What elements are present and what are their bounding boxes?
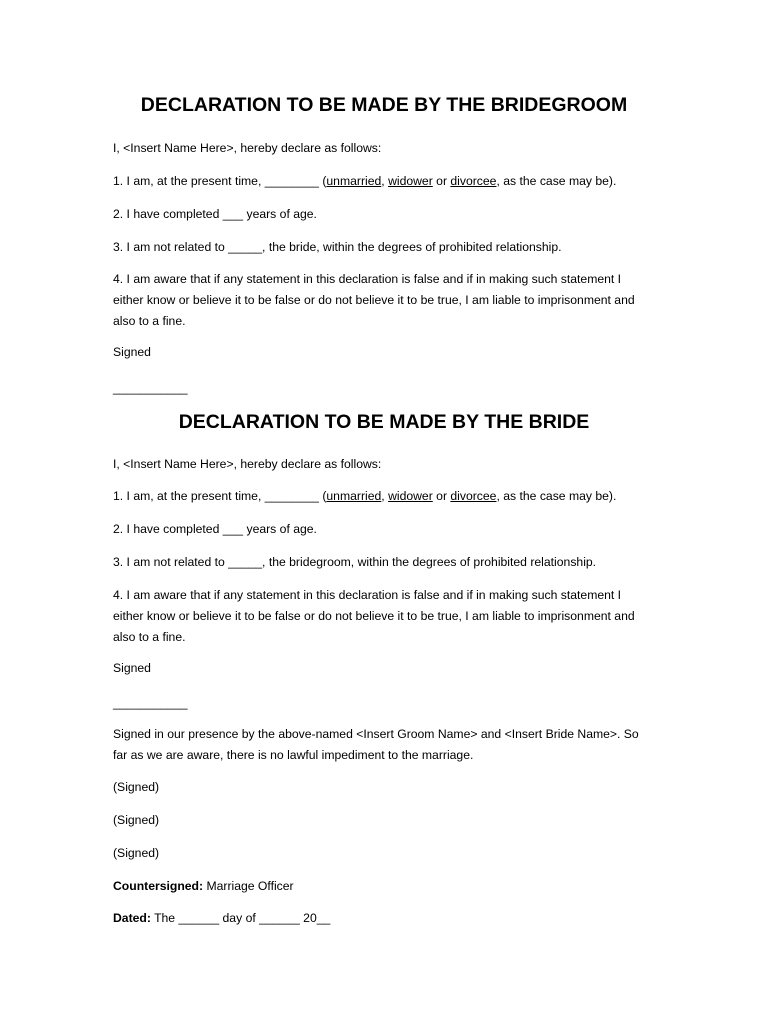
bride-option-unmarried: unmarried (326, 489, 382, 503)
groom-intro: I, <Insert Name Here>, hereby declare as follows: (113, 141, 382, 155)
witness-statement: Signed in our presence by the above-named <Insert Groom Name> and <Insert Bride Name>. So far as we are aware, there is no lawful impediment to the marriage. (113, 727, 639, 762)
bride-item-1-pre: 1. I am, at the present time, ________ ( (113, 489, 327, 503)
witness-signed-1: (Signed) (113, 780, 160, 794)
dated-value: The ______ day of ______ 20__ (150, 911, 331, 925)
bride-signature-line: ___________ (113, 696, 188, 710)
groom-item-1-post: , as the case may be). (496, 174, 617, 188)
groom-option-unmarried: unmarried (326, 174, 382, 188)
bride-item-2: 2. I have completed ___ years of age. (113, 522, 317, 536)
countersigned-label: Countersigned: (113, 879, 204, 893)
dated-label: Dated: (113, 911, 151, 925)
groom-item-2: 2. I have completed ___ years of age. (113, 207, 317, 221)
groom-item-4: 4. I am aware that if any statement in this declaration is false and if in making such statement I either know or believe it to be false or do not believe it to be true, I am liable to imprisonment and also to a fine. (113, 272, 635, 328)
groom-option-divorcee: divorcee (450, 174, 497, 188)
dated-line (113, 908, 658, 929)
groom-item-1 (113, 171, 658, 192)
bride-item-1 (113, 486, 658, 507)
bride-option-divorcee: divorcee (450, 489, 497, 503)
bride-intro: I, <Insert Name Here>, hereby declare as follows: (113, 457, 382, 471)
bride-item-1-post: , as the case may be). (496, 489, 617, 503)
bride-item-1-sep2: or (432, 489, 451, 503)
bride-signed-label: Signed (113, 661, 151, 675)
groom-item-1-pre: 1. I am, at the present time, ________ ( (113, 174, 327, 188)
bride-option-widower: widower (388, 489, 433, 503)
groom-option-widower: widower (388, 174, 433, 188)
bride-item-3: 3. I am not related to _____, the bridegroom, within the degrees of prohibited relationship. (113, 555, 597, 569)
witness-signed-2: (Signed) (113, 813, 160, 827)
groom-item-1-sep1: , (381, 174, 389, 188)
groom-item-1-sep2: or (432, 174, 451, 188)
countersigned-line (113, 876, 658, 897)
bride-item-1-sep1: , (381, 489, 389, 503)
groom-declaration-title: DECLARATION TO BE MADE BY THE BRIDEGROOM (140, 94, 628, 116)
bride-item-4: 4. I am aware that if any statement in this declaration is false and if in making such statement I either know or believe it to be false or do not believe it to be true, I am liable to imprisonment and also to a fine. (113, 588, 635, 644)
groom-signature-line: ___________ (113, 381, 188, 395)
groom-item-3: 3. I am not related to _____, the bride, within the degrees of prohibited relationship. (113, 240, 562, 254)
bride-declaration-title: DECLARATION TO BE MADE BY THE BRIDE (178, 411, 590, 433)
groom-signed-label: Signed (113, 345, 151, 359)
witness-signed-3: (Signed) (113, 846, 160, 860)
countersigned-value: Marriage Officer (203, 879, 294, 893)
